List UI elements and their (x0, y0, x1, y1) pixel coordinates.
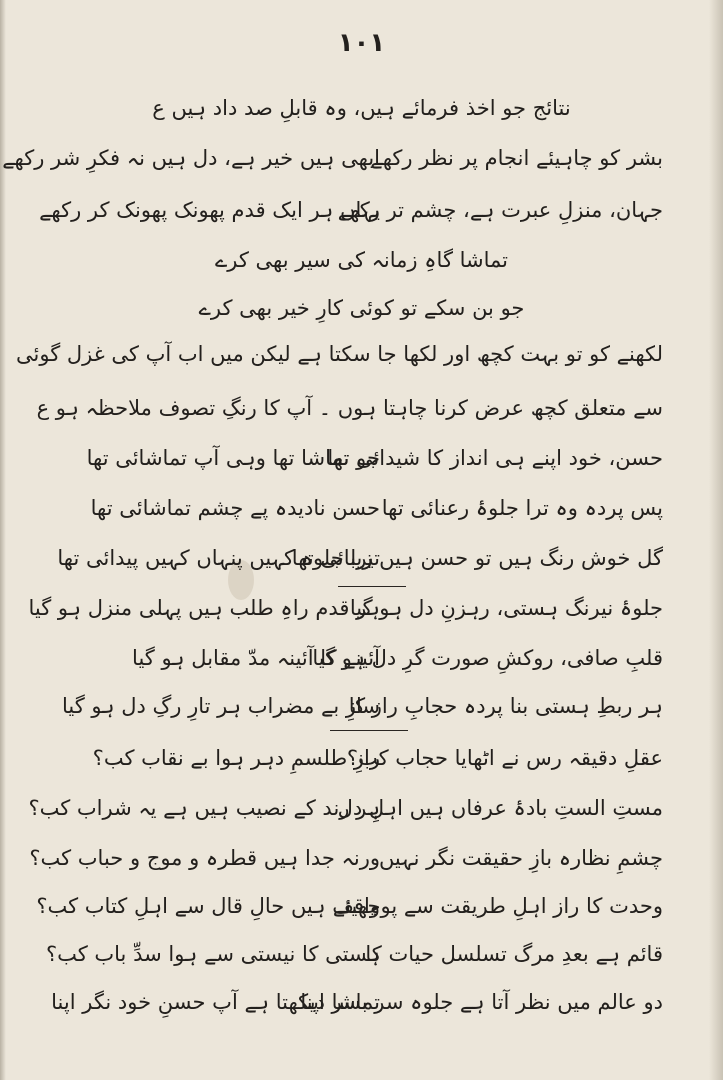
verse-left: سازِ بے مضراب ہر تارِ رگِ دل ہو گیا (61, 694, 380, 718)
verse-left: رازِ طلسمِ دہر ہوا بے نقاب کب؟ (92, 746, 380, 770)
verse-left: ابھی ہیں خیر ہے، دل ہیں نہ فکرِ شر رکھے (2, 146, 380, 170)
verse-right: دو عالم میں نظر آتا ہے جلوہ سر بسر اپنا (300, 990, 663, 1014)
page-shadow-right (709, 0, 723, 1080)
verse-right: پس پردہ وہ ترا جلوۂ رعنائی تھا (381, 496, 663, 520)
verse-left: ہر رند کے نصیب ہیں ہے یہ شراب کب؟ (28, 796, 380, 820)
verse-right: قلبِ صافی، روکشِ صورت گرِ دل ہو گیا (312, 646, 663, 670)
verse-right: گل خوش رنگ ہیں تو حسن ہیں زیبائی تھا (291, 546, 663, 570)
verse-right: جہان، منزلِ عبرت ہے، چشم تر رکھے (337, 198, 663, 222)
verse-left: جو تماشا تھا وہی آپ تماشائی تھا (86, 446, 380, 470)
verse-left: حسن نادیدہ پے چشم تماشائی تھا (90, 496, 380, 520)
section-divider (330, 730, 408, 731)
verse-left: تماشا دیکھتا ہے آپ حسنِ خود نگر اپنا (51, 990, 380, 1014)
center-verse: تماشا گاہِ زمانہ کی سیر بھی کرے (214, 248, 508, 272)
verse-left: تیرا جلوہ کہیں پنہاں کہیں پیدائی تھا (57, 546, 380, 570)
verse-left: واقف ہیں حالِ قال سے اہلِ کتاب کب؟ (36, 894, 380, 918)
intro-line: نتائج جو اخذ فرمائے ہیں، وہ قابلِ صد داد ہیں ع (152, 96, 571, 120)
verse-left: آئینے کا آئینہ مدّ مقابل ہو گیا (132, 646, 380, 670)
center-verse: جو بن سکے تو کوئی کارِ خیر بھی کرے (198, 296, 525, 320)
verse-right: جلوۂ نیرنگ ہستی، رہزنِ دل ہو گیا (349, 596, 663, 620)
prose-line: لکھنے کو تو بہت کچھ اور لکھا جا سکتا ہے لیکن میں اب آپ کی غزل گوئی (16, 342, 663, 366)
verse-left: ہر قدم راہِ طلب ہیں پہلی منزل ہو گیا (28, 596, 380, 620)
verse-left: ہستی کا نیستی سے ہوا سدِّ باب کب؟ (45, 942, 380, 966)
verse-right: وحدت کا راز اہلِ طریقت سے پوچھیئے (332, 894, 663, 918)
verse-right: بشر کو چاہیئے انجام پر نظر رکھے (370, 146, 663, 170)
verse-right: ہر ربطِ ہستی بنا پردہ حجابِ راز کا (348, 694, 663, 718)
verse-right: مستِ الستِ بادۂ عرفاں ہیں اہلِ دل (337, 796, 663, 820)
verse-left: یہاں ہر ایک قدم پھونک پھونک کر رکھے (39, 198, 380, 222)
verse-right: حسن، خود اپنے ہی انداز کا شیدائی تھا (327, 446, 663, 470)
verse-right: چشمِ نظارہ بازِ حقیقت نگر نہیں (378, 846, 663, 870)
verse-right: قائم ہے بعدِ مرگ تسلسل حیات کا (365, 942, 663, 966)
page-number: ١٠١ (337, 28, 386, 58)
prose-line: سے متعلق کچھ عرض کرنا چاہتا ہوں ۔ آپ کا رنگِ تصوف ملاحظہ ہو ع (36, 396, 663, 420)
verse-left: ورنہ جدا ہیں قطرہ و موج و حباب کب؟ (29, 846, 380, 870)
section-divider (338, 586, 406, 587)
verse-right: عقلِ دقیقہ رس نے اٹھایا حجاب کب؟ (346, 746, 663, 770)
